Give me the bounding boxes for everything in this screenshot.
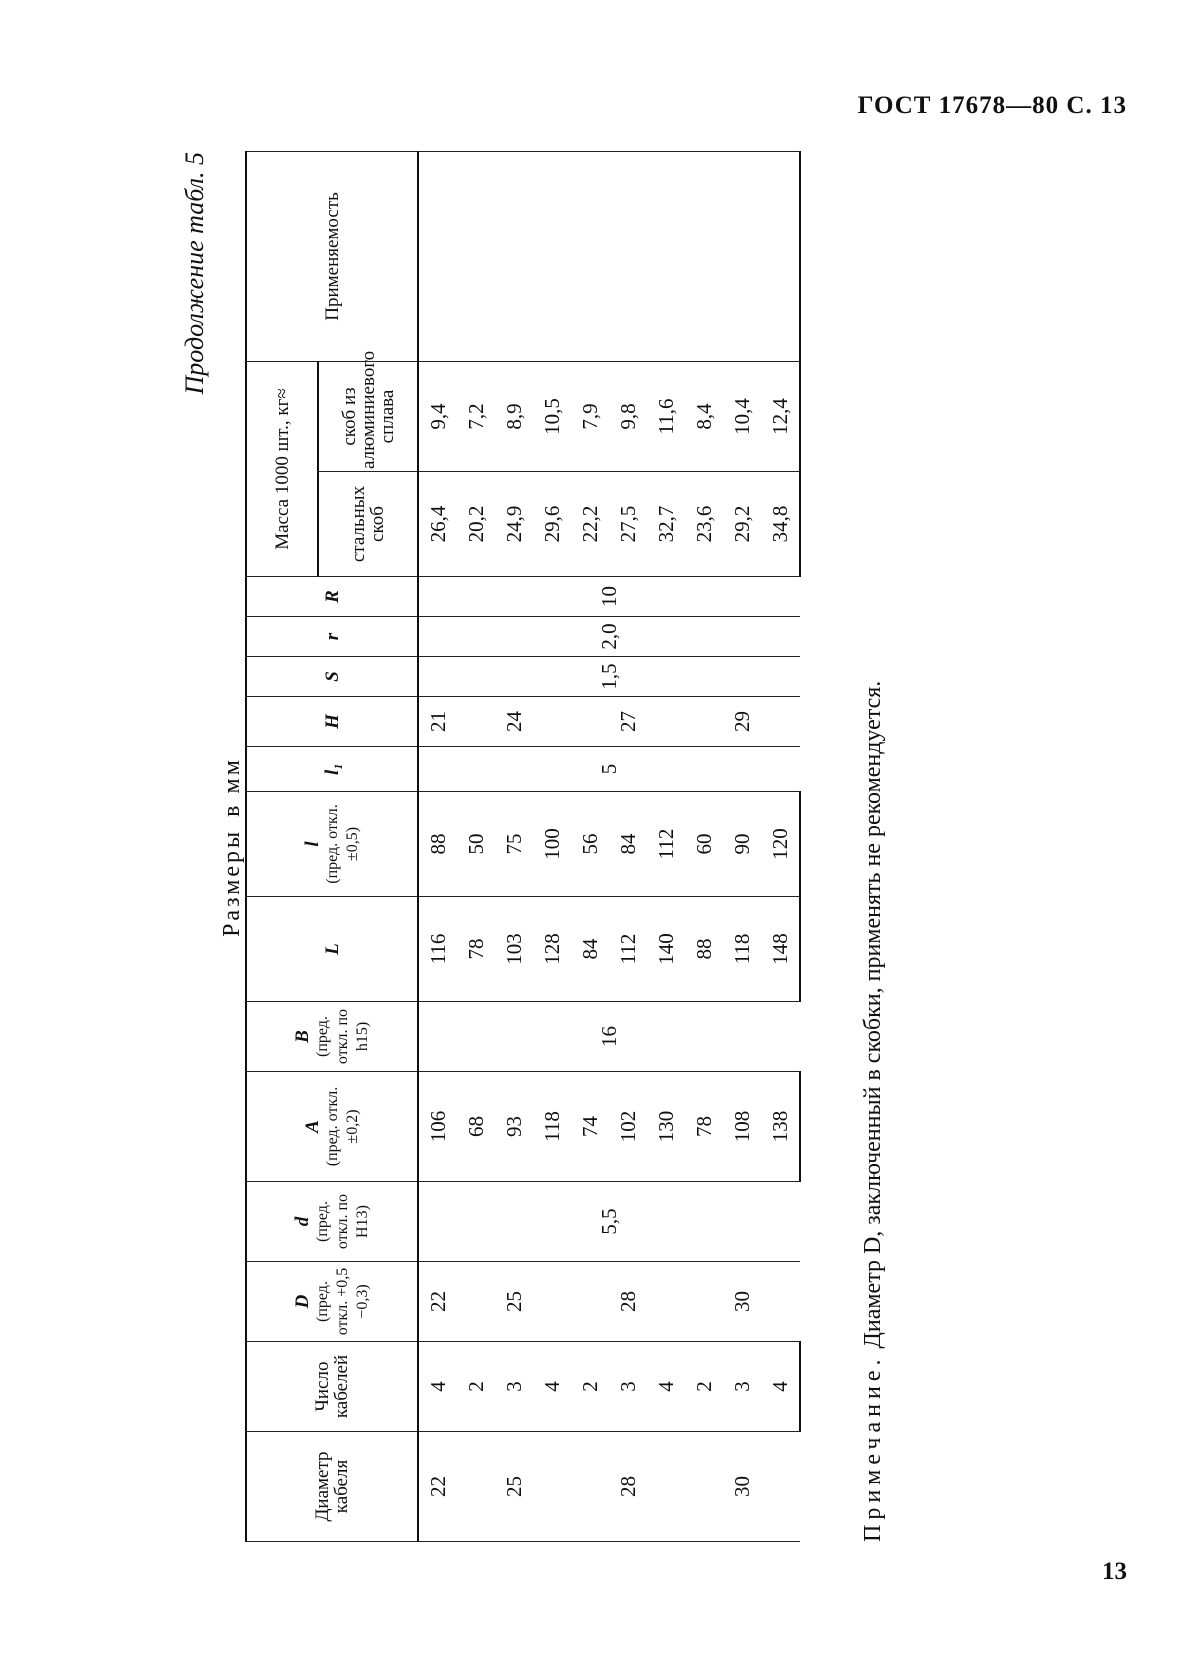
cell-A: 106 — [418, 1072, 457, 1182]
cell-L: 84 — [571, 897, 609, 1002]
cell-R-shared: 10 — [418, 577, 800, 617]
cell-L: 140 — [647, 897, 685, 1002]
units-caption — [219, 152, 246, 1542]
cell-D: 30 — [685, 1262, 800, 1342]
cell-H: 29 — [685, 697, 800, 747]
cell-A: 74 — [571, 1072, 609, 1182]
col-H — [246, 697, 418, 747]
col-S-symbol: S — [321, 671, 343, 682]
cell-A: 108 — [723, 1072, 761, 1182]
cell-L: 78 — [457, 897, 495, 1002]
col-l-symbol: l — [301, 841, 323, 847]
cell-applicability — [609, 151, 647, 361]
col-R — [246, 577, 418, 617]
col-A — [246, 1072, 418, 1182]
col-R-symbol: R — [321, 590, 343, 603]
table-row — [418, 151, 457, 1541]
cell-B-shared: 16 — [418, 1002, 800, 1072]
cell-d-shared: 5,5 — [418, 1182, 800, 1262]
cell-A: 102 — [609, 1072, 647, 1182]
col-B-symbol: B — [291, 1030, 313, 1043]
col-d-tol: (пред. откл. по H13) — [313, 1193, 371, 1250]
cell-applicability — [647, 151, 685, 361]
cell-l: 120 — [761, 792, 800, 897]
col-H-symbol: H — [321, 714, 343, 729]
col-A-symbol: A — [301, 1120, 323, 1133]
page-number: 13 — [1102, 1558, 1127, 1585]
cell-mass-alu: 8,9 — [495, 361, 533, 471]
cell-A: 138 — [761, 1072, 800, 1182]
cell-mass-alu: 11,6 — [647, 361, 685, 471]
col-d-symbol: d — [291, 1216, 313, 1227]
cell-mass-alu: 7,2 — [457, 361, 495, 471]
cell-L: 118 — [723, 897, 761, 1002]
col-mass-steel: стальных скоб — [318, 472, 418, 577]
cell-L: 88 — [685, 897, 723, 1002]
table-note — [860, 681, 887, 1542]
col-S — [246, 657, 418, 697]
note-text: Диаметр D, заключенный в скобки, применять не рекомендуется. — [860, 680, 886, 1349]
cell-S-shared: 1,5 — [418, 657, 800, 697]
cell-count: 3 — [495, 1342, 533, 1432]
cell-D: 22 — [418, 1262, 457, 1342]
cell-A: 93 — [495, 1072, 533, 1182]
cell-cable-diameter: 28 — [571, 1432, 685, 1542]
cell-mass-steel: 27,5 — [609, 472, 647, 577]
cell-l: 112 — [647, 792, 685, 897]
cell-l: 60 — [685, 792, 723, 897]
cell-l: 90 — [723, 792, 761, 897]
cell-L: 116 — [418, 897, 457, 1002]
cell-l: 50 — [457, 792, 495, 897]
cell-l: 56 — [571, 792, 609, 897]
col-cable-diameter: Диаметр кабеля — [246, 1432, 418, 1542]
cell-applicability — [495, 151, 533, 361]
cell-L: 112 — [609, 897, 647, 1002]
cell-l: 75 — [495, 792, 533, 897]
cell-l: 88 — [418, 792, 457, 897]
cell-mass-alu: 9,8 — [609, 361, 647, 471]
col-L-symbol: L — [321, 943, 343, 955]
cell-mass-alu: 7,9 — [571, 361, 609, 471]
cell-A: 130 — [647, 1072, 685, 1182]
cell-applicability — [723, 151, 761, 361]
table-row — [571, 151, 609, 1541]
col-mass: Масса 1000 шт., кг≈ — [246, 361, 318, 576]
cell-cable-diameter: 22 — [418, 1432, 457, 1542]
note-label: Примечание. — [860, 1354, 886, 1542]
col-D — [246, 1262, 418, 1342]
col-D-symbol: D — [291, 1294, 313, 1309]
col-B-tol: (пред. откл. по h15) — [313, 1008, 371, 1065]
cell-r-shared: 2,0 — [418, 617, 800, 657]
cell-count: 2 — [685, 1342, 723, 1432]
cell-mass-steel: 32,7 — [647, 472, 685, 577]
table-row — [685, 151, 723, 1541]
col-L — [246, 897, 418, 1002]
cell-l: 100 — [533, 792, 571, 897]
units-label: Размеры — [219, 828, 245, 937]
cell-mass-steel: 29,6 — [533, 472, 571, 577]
dimensions-table — [245, 151, 801, 1542]
cell-applicability — [533, 151, 571, 361]
col-B — [246, 1002, 418, 1072]
cell-mass-steel: 20,2 — [457, 472, 495, 577]
col-applicability: Применяемость — [246, 151, 418, 361]
col-mass-alu: скоб из алюминиевого сплава — [318, 361, 418, 471]
cell-applicability — [418, 151, 457, 361]
cell-cable-diameter: 25 — [457, 1432, 571, 1542]
cell-D: 28 — [571, 1262, 685, 1342]
cell-applicability — [685, 151, 723, 361]
page-header: ГОСТ 17678—80 С. 13 — [857, 92, 1127, 119]
col-r — [246, 617, 418, 657]
cell-mass-steel: 34,8 — [761, 472, 800, 577]
cell-H: 24 — [457, 697, 571, 747]
cell-L: 148 — [761, 897, 800, 1002]
col-cable-count: Число кабелей — [246, 1342, 418, 1432]
cell-l1-shared: 5 — [418, 747, 800, 792]
cell-mass-steel: 24,9 — [495, 472, 533, 577]
cell-count: 4 — [647, 1342, 685, 1432]
col-l — [246, 792, 418, 897]
cell-count: 2 — [571, 1342, 609, 1432]
cell-mass-alu: 12,4 — [761, 361, 800, 471]
cell-count: 4 — [761, 1342, 800, 1432]
cell-mass-steel: 23,6 — [685, 472, 723, 577]
col-r-symbol: r — [321, 632, 343, 641]
cell-count: 2 — [457, 1342, 495, 1432]
cell-L: 103 — [495, 897, 533, 1002]
cell-mass-alu: 8,4 — [685, 361, 723, 471]
cell-count: 4 — [533, 1342, 571, 1432]
col-d — [246, 1182, 418, 1262]
cell-cable-diameter: 30 — [685, 1432, 800, 1542]
cell-count: 4 — [418, 1342, 457, 1432]
cell-applicability — [761, 151, 800, 361]
cell-A: 78 — [685, 1072, 723, 1182]
col-l-tol: (пред. откл. ±0,5) — [323, 804, 361, 884]
col-l1-symbol: l₁ — [321, 763, 343, 775]
cell-mass-alu: 10,4 — [723, 361, 761, 471]
rotated-table-block — [180, 152, 925, 1542]
cell-A: 118 — [533, 1072, 571, 1182]
cell-count: 3 — [723, 1342, 761, 1432]
cell-H: 27 — [571, 697, 685, 747]
cell-mass-steel: 26,4 — [418, 472, 457, 577]
cell-D: 25 — [457, 1262, 571, 1342]
cell-A: 68 — [457, 1072, 495, 1182]
cell-L: 128 — [533, 897, 571, 1002]
table-row — [457, 151, 495, 1541]
cell-applicability — [571, 151, 609, 361]
units-value: в мм — [219, 757, 245, 817]
col-l1 — [246, 747, 418, 792]
cell-H: 21 — [418, 697, 457, 747]
cell-l: 84 — [609, 792, 647, 897]
cell-mass-alu: 10,5 — [533, 361, 571, 471]
cell-applicability — [457, 151, 495, 361]
cell-mass-steel: 29,2 — [723, 472, 761, 577]
col-D-tol: (пред. откл. +0,5 −0,3) — [313, 1267, 371, 1336]
table-header-row — [246, 151, 318, 1541]
cell-count: 3 — [609, 1342, 647, 1432]
col-A-tol: (пред. откл. ±0,2) — [323, 1086, 361, 1167]
cell-mass-steel: 22,2 — [571, 472, 609, 577]
cell-mass-alu: 9,4 — [418, 361, 457, 471]
table-continuation-caption: Продолжение табл. 5 — [180, 152, 209, 395]
